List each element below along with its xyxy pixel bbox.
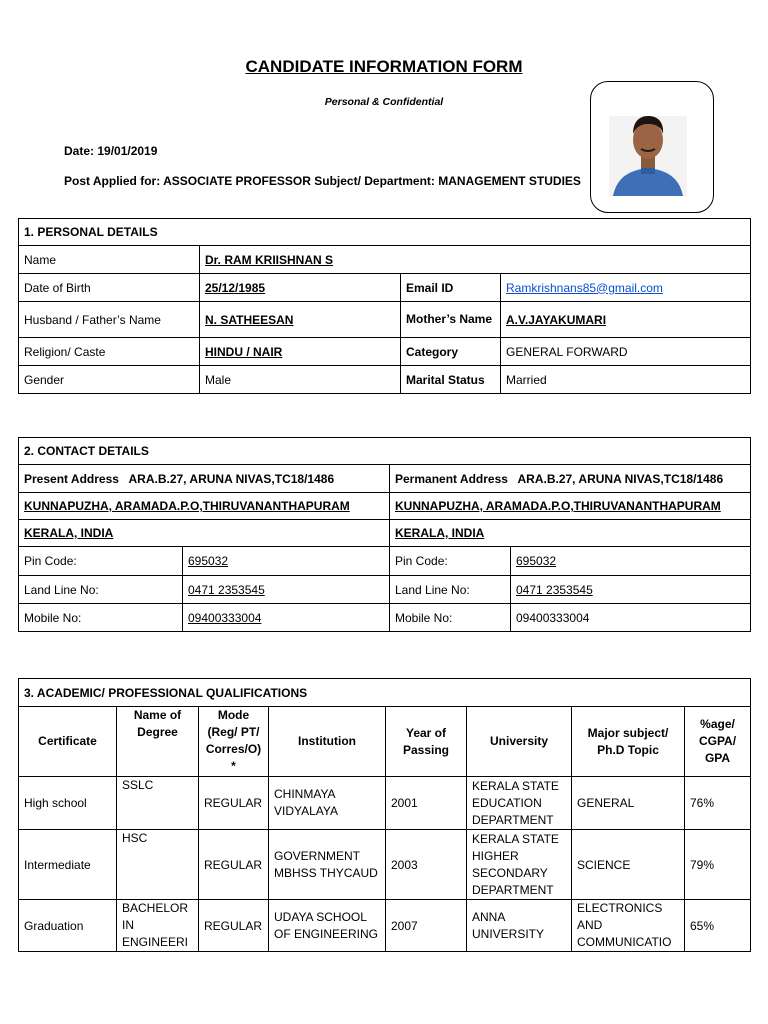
form-subtitle: Personal & Confidential [324, 96, 444, 108]
header-percent: %age/ CGPA/ GPA [685, 707, 751, 777]
header-degree: Name of Degree [117, 707, 199, 777]
father-name-label: Husband / Father’s Name [19, 302, 200, 338]
present-address-label: Present Address [24, 471, 119, 486]
email-link[interactable]: Ramkrishnans85@gmail.com [501, 274, 751, 302]
table-row [19, 830, 751, 900]
religion-label: Religion/ Caste [19, 338, 200, 366]
row-university: KERALA STATE EDUCATION DEPARTMENT [467, 777, 572, 830]
present-landline-label: Land Line No: [19, 576, 183, 604]
header-certificate: Certificate [19, 707, 117, 777]
row-mode: REGULAR [199, 900, 269, 952]
permanent-mobile: 09400333004 [511, 604, 751, 632]
academic-qualifications-table [18, 678, 751, 952]
present-address-line1: ARA.B.27, ARUNA NIVAS,TC18/1486 [128, 471, 335, 486]
table-row [19, 900, 751, 952]
present-mobile-label: Mobile No: [19, 604, 183, 632]
row-year: 2007 [386, 900, 467, 952]
mother-name: A.V.JAYAKUMARI [501, 302, 751, 338]
permanent-pin-label: Pin Code: [390, 547, 511, 576]
row-certificate: Graduation [19, 900, 117, 952]
father-name: N. SATHEESAN [200, 302, 401, 338]
row-year: 2001 [386, 777, 467, 830]
present-mobile: 09400333004 [183, 604, 390, 632]
permanent-address-line3: KERALA, INDIA [390, 520, 751, 547]
date-of-birth: 25/12/1985 [200, 274, 401, 302]
personal-details-table [18, 218, 751, 394]
row-institution: CHINMAYA VIDYALAYA [269, 777, 386, 830]
row-mode: REGULAR [199, 830, 269, 900]
row-certificate: High school [19, 777, 117, 830]
dob-label: Date of Birth [19, 274, 200, 302]
row-percent: 76% [685, 777, 751, 830]
header-major: Major subject/ Ph.D Topic [572, 707, 685, 777]
section-heading-academic: 3. ACADEMIC/ PROFESSIONAL QUALIFICATIONS [19, 679, 751, 707]
present-address-line2: KUNNAPUZHA, ARAMADA.P.O,THIRUVANANTHAPURAM [19, 493, 390, 520]
permanent-address-line2: KUNNAPUZHA, ARAMADA.P.O,THIRUVANANTHAPURAM [390, 493, 751, 520]
permanent-pin-code: 695032 [511, 547, 751, 576]
present-pin-label: Pin Code: [19, 547, 183, 576]
row-institution: UDAYA SCHOOL OF ENGINEERING [269, 900, 386, 952]
row-mode: REGULAR [199, 777, 269, 830]
row-percent: 79% [685, 830, 751, 900]
row-year: 2003 [386, 830, 467, 900]
row-major: ELECTRONICS AND COMMUNICATIO [572, 900, 685, 952]
section-heading-personal: 1. PERSONAL DETAILS [19, 219, 751, 246]
contact-details-table [18, 437, 751, 632]
row-degree: HSC [117, 830, 199, 900]
present-address-line3: KERALA, INDIA [19, 520, 390, 547]
row-major: SCIENCE [572, 830, 685, 900]
email-label: Email ID [401, 274, 501, 302]
header-year: Year of Passing [386, 707, 467, 777]
header-mode: Mode (Reg/ PT/ Corres/O) * [199, 707, 269, 777]
header-institution: Institution [269, 707, 386, 777]
application-date: Date: 19/01/2019 [64, 144, 158, 158]
row-university: ANNA UNIVERSITY [467, 900, 572, 952]
candidate-photo-image [591, 82, 713, 212]
present-address-line1-cell [19, 465, 390, 493]
section-heading-contact: 2. CONTACT DETAILS [19, 438, 751, 465]
permanent-landline: 0471 2353545 [511, 576, 751, 604]
form-title: CANDIDATE INFORMATION FORM [245, 57, 523, 76]
row-certificate: Intermediate [19, 830, 117, 900]
category-label: Category [401, 338, 501, 366]
permanent-address-line1: ARA.B.27, ARUNA NIVAS,TC18/1486 [517, 471, 724, 486]
mother-name-label: Mother’s Name [401, 302, 501, 338]
row-institution: GOVERNMENT MBHSS THYCAUD [269, 830, 386, 900]
post-applied: Post Applied for: ASSOCIATE PROFESSOR Subject/ Department: MANAGEMENT STUDIES [64, 174, 581, 188]
permanent-mobile-label: Mobile No: [390, 604, 511, 632]
marital-status-value: Married [501, 366, 751, 394]
present-landline: 0471 2353545 [183, 576, 390, 604]
permanent-address-label: Permanent Address [395, 471, 508, 486]
candidate-name: Dr. RAM KRIISHNAN S [200, 246, 751, 274]
candidate-photo [590, 81, 714, 213]
row-major: GENERAL [572, 777, 685, 830]
gender-label: Gender [19, 366, 200, 394]
present-pin-code: 695032 [183, 547, 390, 576]
category-value: GENERAL FORWARD [501, 338, 751, 366]
permanent-landline-label: Land Line No: [390, 576, 511, 604]
permanent-address-line1-cell [390, 465, 751, 493]
row-percent: 65% [685, 900, 751, 952]
row-degree: SSLC [117, 777, 199, 830]
marital-status-label: Marital Status [401, 366, 501, 394]
religion-caste: HINDU / NAIR [200, 338, 401, 366]
header-university: University [467, 707, 572, 777]
table-row [19, 777, 751, 830]
row-university: KERALA STATE HIGHER SECONDARY DEPARTMENT [467, 830, 572, 900]
name-label: Name [19, 246, 200, 274]
row-degree: BACHELOR IN ENGINEERI [117, 900, 199, 952]
gender-value: Male [200, 366, 401, 394]
